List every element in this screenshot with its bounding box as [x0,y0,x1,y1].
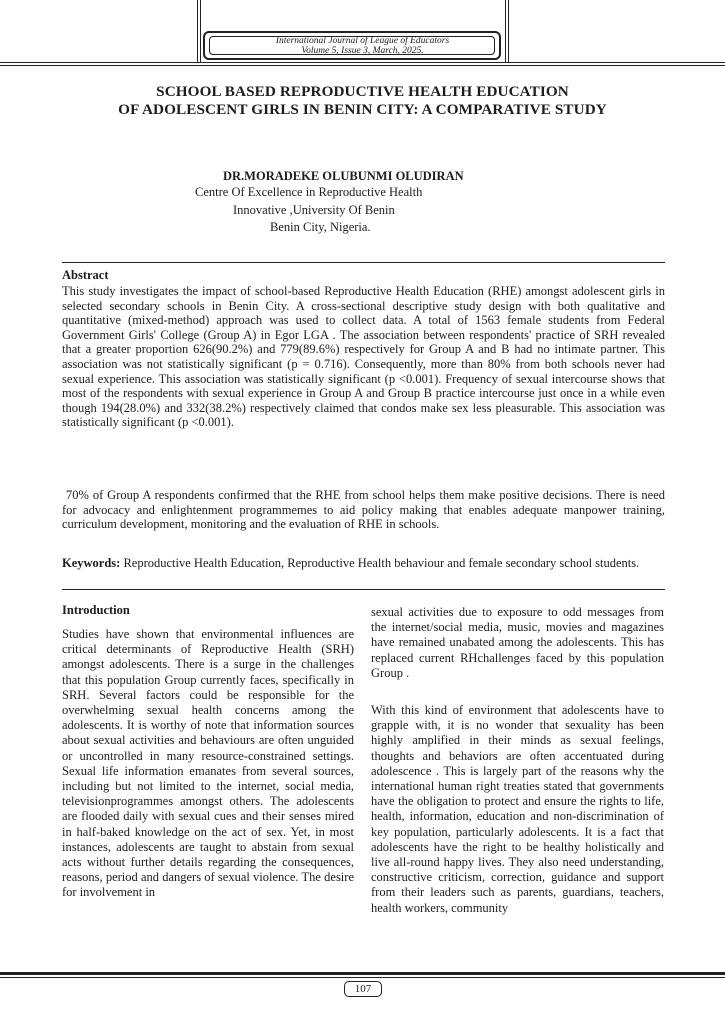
author-name: DR.MORADEKE OLUBUNMI OLUDIRAN [223,169,464,183]
abstract-paragraph [62,488,665,532]
introduction-heading: Introduction [62,603,130,617]
left-column-paragraph: Studies have shown that environmental influences are critical determinants of Reproductive Health (SRH) amongst adolescents. There is a surge in the challenges that this population Group currently faces, specifically in SRH. Several factors could be responsible for the overwhelming sexual health concerns among the adolescents. It is worthy of note that information sources about sexual activities and behaviours are often unguided or uncontrolled in many resource-constrained settings. Sexual life information emanates from several sources, including but not limited to the internet, social media, televisionprogrammes amongst others. The adolescents are flooded daily with sexual cues and their senses mired in half-baked knowledge on the act of sex. Yet, in most instances, adolescents are taught to abstain from sexual acts without further details regarding the consequences, reasons, period and dangers of sexual violence. The desire for involvement in [62,627,354,900]
footer-rule [0,977,725,978]
abstract-paragraph-text: 70% of Group A respondents confirmed that the RHE from school helps them make positive decisions. There is need for advocacy and enlightenment programmemes to aid policy making that enables adequate manpower training, curriculum development, monitoring and the evaluation of RHE in schools. [62,488,665,532]
right-column-paragraph: sexual activities due to exposure to odd messages from the internet/social media, music, movies and magazines have remained unabated among the adolescents. This has replaced current RHchallenges faced by this population Group . [371,605,664,680]
keywords-label: Keywords: [62,556,121,570]
abstract-paragraph: This study investigates the impact of school-based Reproductive Health Education (RHE) amongst adolescent girls in selected secondary schools in Benin City. A cross-sectional descriptive study design with both qualitative and quantitative (mixed-method) approach was used to collect data. A total of 1563 female students from Federal Government Girls' College (Group A) in Egor LGA . The association between respondents' practice of SRH revealed that a greater proportion 626(90.2%) and 779(89.6%) respectively for Group A and B had no intimate partner. This association was not statistically significant (p = 0.716). Consequently, more than 80% from both schools never had sexual experience. This association was statistically significant (p <0.001). Frequency of sexual intercourse shows that most of the respondents with sexual experience in Group A and Group B practice intercourse just once in a while even though 194(28.0%) and 332(38.2%) respectively claimed that condos make sex less pleasurable. This association was statistically significant (p <0.001). [62,284,665,430]
journal-issue: Volume 5, Issue 3, March, 2025. [301,46,424,56]
footer-rule [0,972,725,975]
page-number: 107 [344,981,382,997]
right-column-paragraph: With this kind of environment that adolescents have to grapple with, it is no wonder that sexuality has been highly amplified in their minds as sexual feelings, thoughts and behaviors are often accentuated during adolescence . This is largely part of the reasons why the international human right treaties stated that governments have the obligation to protect and ensure the rights to life, health, information, education and non-discrimination of key population, particularly adolescents. It is a fact that adolescents have the right to be healthy holistically and live all-round happy lives. They also need understanding, constructive criticism, correction, guidance and support from their leaders such as parents, guardians, teachers, health workers, community [371,703,664,915]
abstract-bottom-rule [62,589,665,590]
abstract-top-rule [62,262,665,263]
keywords-text: Reproductive Health Education, Reproductive Health behaviour and female secondary school students. [120,556,640,570]
paper-title-line1: SCHOOL BASED REPRODUCTIVE HEALTH EDUCATION [156,83,569,100]
abstract-heading: Abstract [62,268,109,282]
journal-name: International Journal of League of Educators [275,36,450,46]
author-affiliation: Innovative ,University Of Benin [233,203,395,217]
paper-title-line2: OF ADOLESCENT GIRLS IN BENIN CITY: A COMPARATIVE STUDY [118,101,607,118]
header-rule [0,65,725,66]
header-rule [0,62,725,63]
keywords [62,556,665,571]
author-affiliation: Centre Of Excellence in Reproductive Health [195,185,423,199]
author-affiliation: Benin City, Nigeria. [270,220,371,234]
